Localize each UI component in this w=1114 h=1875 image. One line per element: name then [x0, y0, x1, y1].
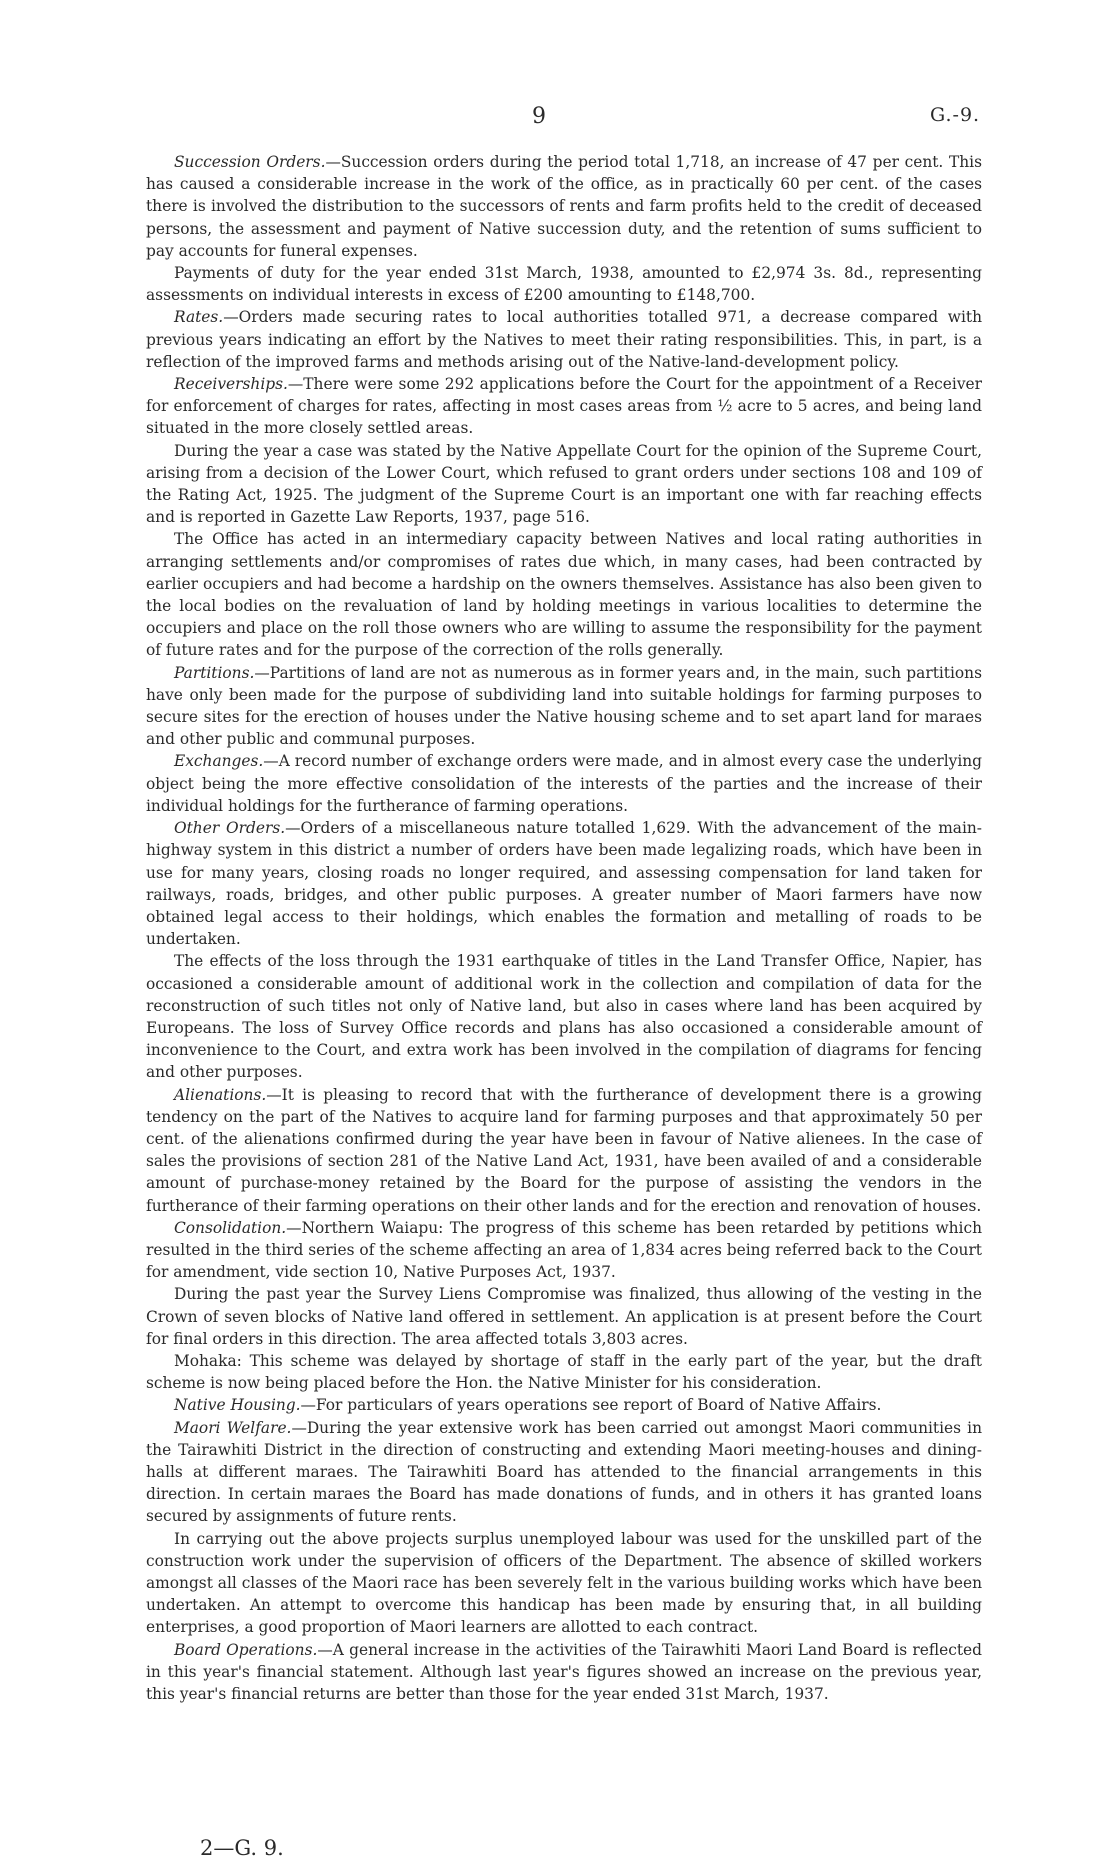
heading-consolidation: Consolidation. — [174, 1218, 287, 1237]
paragraph-text: —There were some 292 applications before the Court for the appointment of a Receiver for enforcement of charges for rates, affecting in most cases areas from ½ acre to 5 acres, and being land situated in the more closely settled areas. — [146, 375, 982, 438]
paragraph-text: —Succession orders during the period total 1,718, an increase of 47 per cent. This has caused a considerable increase in the work of the office, as in practically 60 per cent. of the cases there is involved the distribution to the successors of rents and farm profits held to the credit of deceased persons, the assessment and payment of Native succession duty, and the retention of sums sufficient to pay accounts for funeral expenses. — [146, 153, 982, 260]
paragraph-text: —Orders made securing rates to local authorities totalled 971, a decrease compared with previous years indicating an effort by the Natives to meet their rating responsibilities. This, in part, is a reflection of the improved farms and methods arising out of the Native-land-development policy. — [146, 308, 982, 371]
paragraph-native-housing — [146, 1394, 982, 1416]
paragraph-receiverships — [146, 373, 982, 440]
paragraph-text: The effects of the loss through the 1931 earthquake of titles in the Land Transfer Office, Napier, has occasioned a considerable amount of additional work in the collection and compilation of data for the reconstruction of such titles not only of Native land, but also in cases where land has been acquired by Europeans. The loss of Survey Office records and plans has also occasioned a considerable amount of inconvenience to the Court, and extra work has been involved in the compilation of diagrams for fencing and other purposes. — [146, 952, 982, 1082]
heading-rates: Rates. — [174, 308, 224, 327]
paragraph-text: During the year a case was stated by the Native Appellate Court for the opinion of the Supreme Court, arising from a decision of the Lower Court, which refused to grant orders under sections 108 and 109 of the Rating Act, 1925. The judgment of the Supreme Court is an important one with far reaching effects and is reported in Gazette Law Reports, 1937, page 516. — [146, 441, 982, 527]
paragraph-text: —A record number of exchange orders were made, and in almost every case the underlying object being the more effective consolidation of the interests of the parties and the increase of their individual holdings for the furtherance of farming operations. — [146, 752, 982, 815]
paragraph-duty-payments — [146, 262, 982, 306]
heading-board-operations: Board Operations. — [174, 1640, 318, 1659]
paragraph-text: —For particulars of years operations see report of Board of Native Affairs. — [300, 1396, 882, 1415]
heading-other-orders: Other Orders. — [174, 819, 286, 838]
heading-native-housing: Native Housing. — [174, 1396, 301, 1415]
paragraph-mohaka — [146, 1350, 982, 1394]
document-reference: G.-9. — [930, 104, 981, 126]
paragraph-alienations — [146, 1084, 982, 1217]
paragraph-succession-orders — [146, 151, 982, 262]
paragraph-text: During the past year the Survey Liens Compromise was finalized, thus allowing of the vesting in the Crown of seven blocks of Native land offered in settlement. An application is at present before the Court for final orders in this direction. The area affected totals 3,803 acres. — [146, 1285, 982, 1348]
paragraph-rating-authorities — [146, 528, 982, 661]
paragraph-text: —Orders of a miscellaneous nature totalled 1,629. With the advancement of the main-highway system in this district a number of orders have been made legalizing roads, which have been in use for many years, closing roads no longer required, and assessing compensation for land taken for railways, roads, bridges, and other public purposes. A greater number of Maori farmers have now obtained legal access to their holdings, which enables the formation and metalling of roads to be undertaken. — [146, 819, 982, 949]
heading-maori-welfare: Maori Welfare. — [174, 1418, 292, 1437]
heading-succession-orders: Succession Orders. — [174, 153, 326, 171]
paragraph-survey-liens — [146, 1283, 982, 1350]
heading-receiverships: Receiverships. — [174, 375, 288, 394]
paragraph-text: —Partitions of land are not as numerous as in former years and, in the main, such partitions have only been made for the purpose of subdividing land into suitable holdings for farming purposes to secure sites for the erection of houses under the Native housing scheme and to set apart land for maraes and other public and communal purposes. — [146, 663, 982, 749]
paragraph-text: —Northern Waiapu: The progress of this scheme has been retarded by petitions which resulted in the third series of the scheme affecting an area of 1,834 acres being referred back to the Court for amendment, vide section 10, Native Purposes Act, 1937. — [146, 1218, 982, 1282]
paragraph-text: The Office has acted in an intermediary capacity between Natives and local rating authorities in arranging settlements and/or compromises of rates due which, in many cases, had been contracted by earlier occupiers and had become a hardship on the owners themselves. Assistance has also been given to the local bodies on the revaluation of land by holding meetings in various localities to determine the occupiers and place on the roll those owners who are willing to assume the responsibility for the payment of future rates and for the purpose of the correction of the rolls generally. — [146, 530, 982, 660]
paragraph-other-orders — [146, 817, 982, 950]
paragraph-appellate-case — [146, 440, 982, 529]
paragraph-board-operations — [146, 1639, 982, 1706]
heading-partitions: Partitions. — [174, 663, 255, 682]
paragraph-text: —It is pleasing to record that with the furtherance of development there is a growing tendency on the part of the Natives to acquire land for farming purposes and that approximately 50 per cent. of the alienations confirmed during the year have been in favour of Native alienees. In the case of sales the provisions of section 281 of the Native Land Act, 1931, have been availed of and a considerable amount of purchase-money retained by the Board for the purpose of assisting the vendors in the furtherance of their farming operations on their other lands and for the erection and renovation of houses. — [146, 1085, 982, 1215]
paragraph-exchanges — [146, 750, 982, 817]
paragraph-text: Payments of duty for the year ended 31st March, 1938, amounted to £2,974 3s. 8d., representing assessments on individual interests in excess of £200 amounting to £148,700. — [146, 264, 982, 305]
paragraph-text: In carrying out the above projects surplus unemployed labour was used for the unskilled part of the construction work under the supervision of officers of the Department. The absence of skilled workers amongst all classes of the Maori race has been severely felt in the various building works which have been undertaken. An attempt to overcome this handicap has been made by ensuring that, in all building enterprises, a good proportion of Maori learners are allotted to each contract. — [146, 1529, 983, 1637]
heading-exchanges: Exchanges. — [174, 752, 264, 771]
paragraph-earthquake — [146, 950, 982, 1083]
paragraph-text: Mohaka: This scheme was delayed by shortage of staff in the early part of the year, but the draft scheme is now being placed before the Hon. the Native Minister for his consideration. — [146, 1351, 982, 1393]
paragraph-text: —During the year extensive work has been carried out amongst Maori communities in the Tairawhiti District in the direction of constructing and extending Maori meeting-houses and dining-halls at different maraes. The Tairawhiti Board has attended to the financial arrangements in this direction. In certain maraes the Board has made donations of funds, and in others it has granted loans secured by assignments of future rents. — [146, 1418, 982, 1526]
paragraph-labour — [146, 1528, 982, 1639]
paragraph-rates — [146, 306, 982, 373]
paragraph-partitions — [146, 662, 982, 751]
paragraph-maori-welfare — [146, 1417, 982, 1528]
paragraph-text: —A general increase in the activities of the Tairawhiti Maori Land Board is reflected in this year's financial statement. Although last year's figures showed an increase on the previous year, this year's financial returns are better than those for the year ended 31st March, 1937. — [146, 1640, 982, 1704]
heading-alienations: Alienations. — [174, 1085, 267, 1104]
signature-mark: 2—G. 9. — [200, 1836, 284, 1860]
page-number: 9 — [532, 104, 546, 129]
paragraph-consolidation — [146, 1217, 982, 1284]
report-body — [146, 151, 982, 1705]
